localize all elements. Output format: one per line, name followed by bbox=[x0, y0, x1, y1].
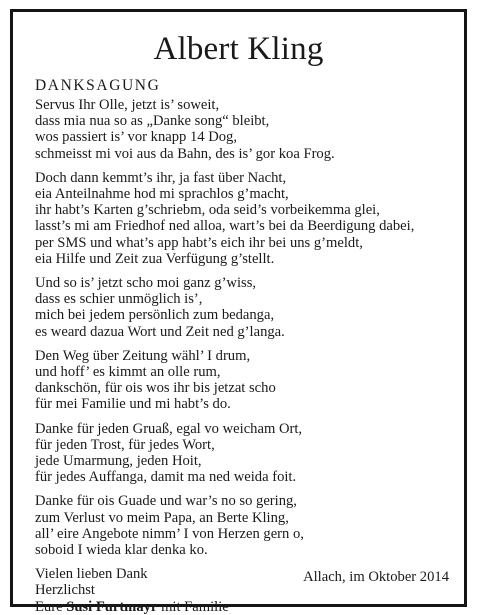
poem-line: schmeisst mi voi aus da Bahn, des is’ gor koa Frog. bbox=[35, 145, 335, 162]
poem-line: zum Verlust vo meim Papa, an Berte Kling, bbox=[35, 509, 289, 526]
poem-line: und hoff’ es kimmt an olle rum, bbox=[35, 364, 221, 381]
stanza bbox=[35, 275, 455, 340]
deceased-name: Albert Kling bbox=[153, 31, 324, 67]
poem-line: soboid I wieda klar denka ko. bbox=[35, 542, 208, 559]
place-date: Allach, im Oktober 2014 bbox=[303, 569, 449, 585]
poem-line: wos passiert is’ vor knapp 14 Dog, bbox=[35, 129, 237, 146]
poem-line: all’ eire Angebote nimm’ I von Herzen gern o, bbox=[35, 525, 304, 542]
notice-heading: DANKSAGUNG bbox=[35, 77, 161, 94]
poem-line: mich bei jedem persönlich zum bedanga, bbox=[35, 307, 275, 324]
poem-line: eia Anteilnahme hod mi sprachlos g’macht, bbox=[35, 186, 289, 203]
notice-frame bbox=[10, 9, 467, 615]
poem-line: dankschön, für ois wos ihr bis jetzat scho bbox=[35, 380, 276, 397]
stanza bbox=[35, 97, 455, 162]
signature-line bbox=[35, 599, 455, 615]
poem-line: dass mia nua so as „Danke song“ bleibt, bbox=[35, 113, 270, 130]
poem-line: per SMS und what’s app habt’s eich ihr bei uns g’meldt, bbox=[35, 234, 363, 251]
signature-prefix: Eure bbox=[35, 598, 67, 615]
closing-greeting: Herzlichst bbox=[35, 582, 95, 599]
closing-thanks: Vielen lieben Dank bbox=[35, 566, 148, 583]
poem-line: eia Hilfe und Zeit zua Verfügung g’stellt. bbox=[35, 250, 275, 267]
poem-line: Den Weg über Zeitung wähl’ I drum, bbox=[35, 347, 251, 364]
poem-line: Servus Ihr Olle, jetzt is’ soweit, bbox=[35, 97, 220, 113]
poem-line: dass es schier unmöglich is’, bbox=[35, 291, 203, 308]
poem-line: jede Umarmung, jeden Hoit, bbox=[35, 453, 202, 470]
poem-line: Doch dann kemmt’s ihr, ja fast über Nacht, bbox=[35, 169, 287, 186]
notice-body bbox=[35, 97, 455, 615]
poem-line: Und so is’ jetzt scho moi ganz g’wiss, bbox=[35, 275, 257, 292]
stanza bbox=[35, 421, 455, 486]
signature-suffix: mit Familie bbox=[157, 598, 229, 615]
stanza bbox=[35, 493, 455, 558]
stanza bbox=[35, 170, 455, 267]
poem-line: für jeden Trost, für jedes Wort, bbox=[35, 436, 215, 453]
poem-line: es weard dazua Wort und Zeit ned g’langa. bbox=[35, 323, 285, 340]
poem-line: lasst’s mi am Friedhof ned alloa, wart’s bei da Beerdigung dabei, bbox=[35, 218, 415, 235]
signature-name: Susi Furtmayr bbox=[66, 598, 158, 615]
poem-line: für jedes Auffanga, damit ma ned weida foit. bbox=[35, 469, 297, 486]
poem-line: Danke für jeden Gruaß, egal vo weicham Ort, bbox=[35, 420, 303, 437]
poem-line: für mei Familie und mi habt’s do. bbox=[35, 396, 231, 413]
poem-line: Danke für ois Guade und war’s no so gering, bbox=[35, 493, 297, 510]
stanza bbox=[35, 348, 455, 413]
poem-line: ihr habt’s Karten g’schriebm, oda seid’s vorbeikemma glei, bbox=[35, 202, 380, 219]
